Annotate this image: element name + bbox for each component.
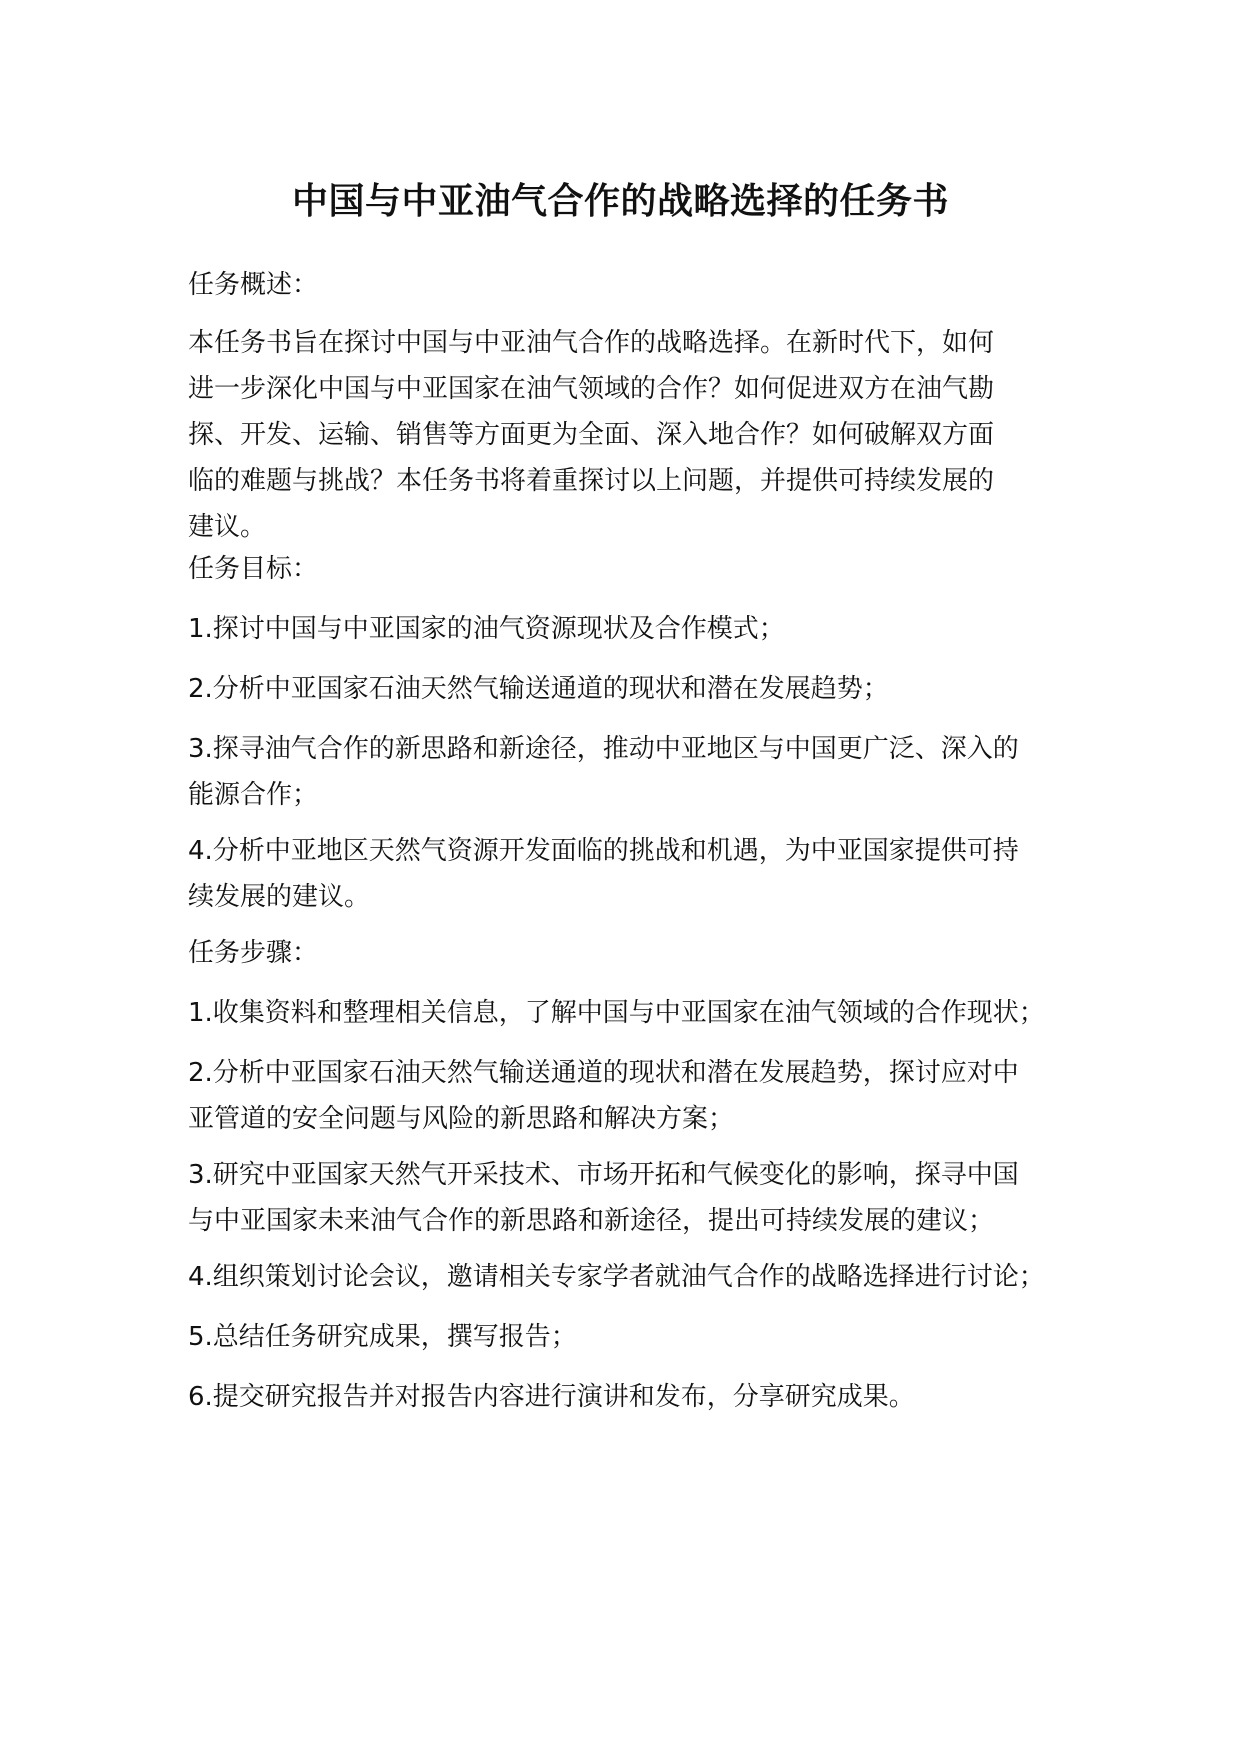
overview-line: 探、开发、运输、销售等方面更为全面、深入地合作？如何破解双方面 <box>188 420 995 450</box>
step-item-2 <box>188 1050 1068 1142</box>
goal-line: 3.探寻油气合作的新思路和新途径，推动中亚地区与中国更广泛、深入的 <box>188 734 1019 764</box>
goal-line: 2.分析中亚国家石油天然气输送通道的现状和潜在发展趋势； <box>188 674 889 704</box>
step-line: 2.分析中亚国家石油天然气输送通道的现状和潜在发展趋势，探讨应对中 <box>188 1058 1019 1088</box>
step-line: 1.收集资料和整理相关信息，了解中国与中亚国家在油气领域的合作现状； <box>188 998 1045 1028</box>
document-title: 中国与中亚油气合作的战略选择的任务书 <box>291 181 949 222</box>
goal-line: 续发展的建议。 <box>188 882 371 912</box>
step-line: 4.组织策划讨论会议，邀请相关专家学者就油气合作的战略选择进行讨论； <box>188 1262 1045 1292</box>
overview-line: 本任务书旨在探讨中国与中亚油气合作的战略选择。在新时代下，如何 <box>188 328 995 358</box>
goal-item-2 <box>188 666 1068 712</box>
goal-item-3 <box>188 726 1068 818</box>
goals-heading: 任务目标： <box>188 554 319 584</box>
step-line: 与中亚国家未来油气合作的新思路和新途径，提出可持续发展的建议； <box>188 1206 995 1236</box>
overview-line: 临的难题与挑战？本任务书将着重探讨以上问题，并提供可持续发展的 <box>188 466 995 496</box>
goal-line: 4.分析中亚地区天然气资源开发面临的挑战和机遇，为中亚国家提供可持 <box>188 836 1019 866</box>
overview-paragraph <box>188 320 1068 550</box>
overview-line: 进一步深化中国与中亚国家在油气领域的合作？如何促进双方在油气勘 <box>188 374 995 404</box>
step-item-4 <box>188 1254 1068 1300</box>
overview-heading: 任务概述： <box>188 270 319 300</box>
step-item-1 <box>188 990 1068 1036</box>
step-item-5 <box>188 1314 1068 1360</box>
step-item-3 <box>188 1152 1068 1244</box>
goal-line: 能源合作； <box>188 780 319 810</box>
step-line: 3.研究中亚国家天然气开采技术、市场开拓和气候变化的影响，探寻中国 <box>188 1160 1019 1190</box>
goal-item-4 <box>188 828 1068 920</box>
overview-line: 建议。 <box>188 512 267 542</box>
step-line: 亚管道的安全问题与风险的新思路和解决方案； <box>188 1104 735 1134</box>
steps-heading: 任务步骤： <box>188 938 319 968</box>
goal-line: 1.探讨中国与中亚国家的油气资源现状及合作模式； <box>188 614 785 644</box>
step-line: 6.提交研究报告并对报告内容进行演讲和发布，分享研究成果。 <box>188 1382 915 1412</box>
step-line: 5.总结任务研究成果，撰写报告； <box>188 1322 577 1352</box>
step-item-6 <box>188 1374 1068 1420</box>
goal-item-1 <box>188 606 1068 652</box>
